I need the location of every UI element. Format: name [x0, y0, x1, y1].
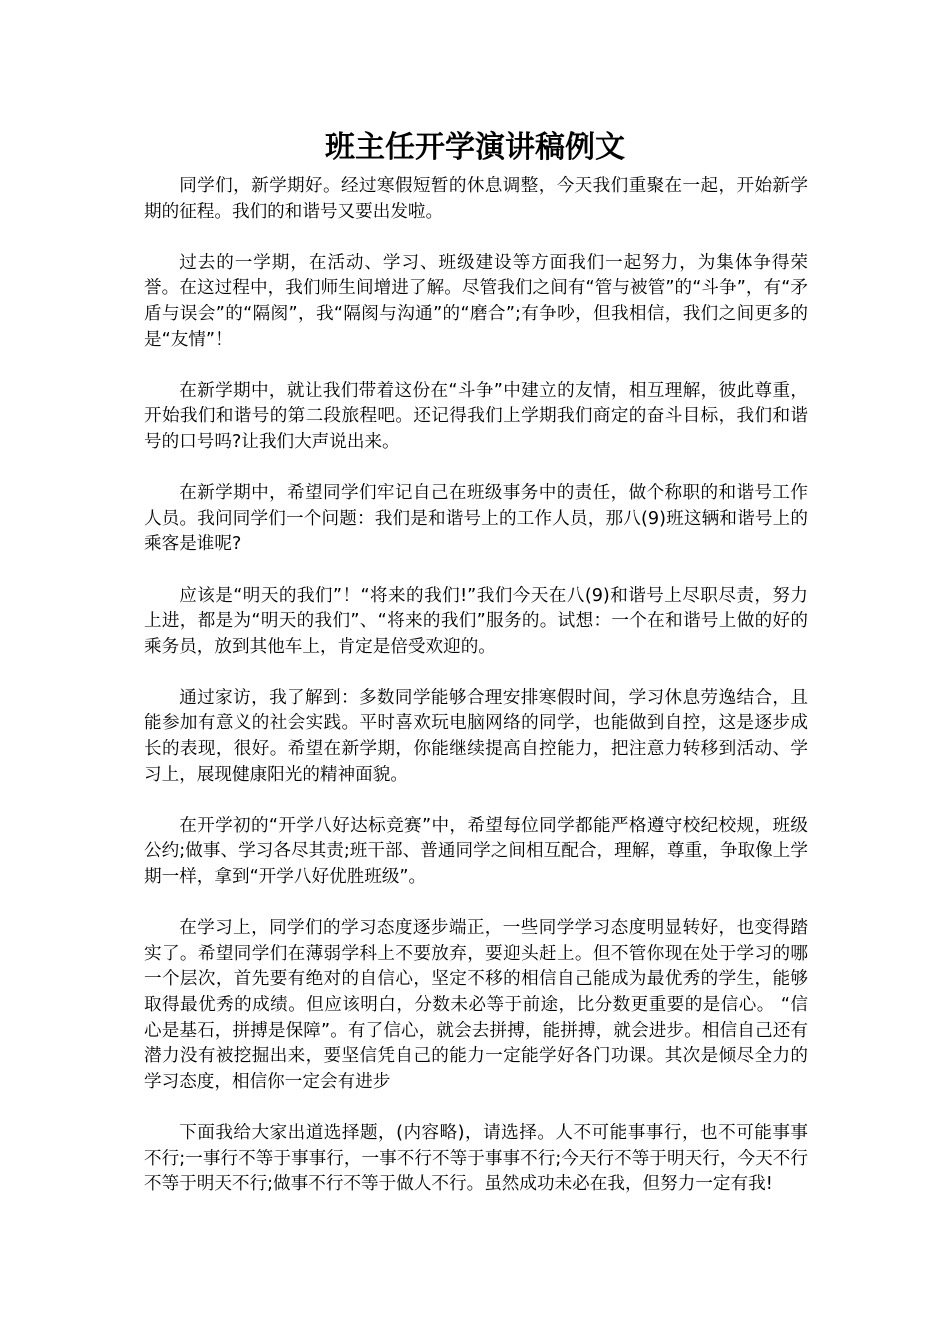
paragraph: 通过家访，我了解到：多数同学能够合理安排寒假时间，学习休息劳逸结合，且能参加有意义的社会实践。平时喜欢玩电脑网络的同学，也能做到自控，这是逐步成长的表现，很好。希望在新学期，你能继续提高自控能力，把注意力转移到活动、学习上，展现健康阳光的精神面貌。 [144, 687, 808, 785]
document-title: 班主任开学演讲稿例文 [325, 130, 625, 165]
paragraph: 在新学期中，就让我们带着这份在“斗争”中建立的友情，相互理解，彼此尊重，开始我们和谐号的第二段旅程吧。还记得我们上学期我们商定的奋斗目标，我们和谐号的口号吗?让我们大声说出来。 [144, 380, 808, 452]
paragraph: 在开学初的“开学八好达标竞赛”中，希望每位同学都能严格遵守校纪校规，班级公约;做事、学习各尽其责;班干部、普通同学之间相互配合，理解，尊重，争取像上学期一样，拿到“开学八好优胜班级”。 [144, 815, 808, 888]
document-body [144, 174, 808, 1223]
paragraph: 同学们，新学期好。经过寒假短暂的休息调整，今天我们重聚在一起，开始新学期的征程。我们的和谐号又要出发啦。 [144, 176, 808, 222]
paragraph: 应该是“明天的我们”！“将来的我们!”我们今天在八(9)和谐号上尽职尽责，努力上进，都是为“明天的我们”、“将来的我们”服务的。试想：一个在和谐号上做的好的乘务员，放到其他车上，肯定是倍受欢迎的。 [144, 585, 808, 657]
paragraph: 在学习上，同学们的学习态度逐步端正，一些同学学习态度明显转好，也变得踏实了。希望同学们在薄弱学科上不要放弃，要迎头赶上。但不管你现在处于学习的哪一个层次，首先要有绝对的自信心，坚定不移的相信自己能成为最优秀的学生，能够取得最优秀的成绩。但应该明白，分数未必等于前途，比分数更重要的是信心。 “信心是基石，拼搏是保障”。有了信心，就会去拼搏，能拼搏，就会进步。相信自己还有潜力没有被挖掘出来，要坚信凭自己的能力一定能学好各门功课。其次是倾尽全力的学习态度，相信你一定会有进步 [144, 918, 808, 1092]
paragraph: 过去的一学期，在活动、学习、班级建设等方面我们一起努力，为集体争得荣誉。在这过程中，我们师生间增进了解。尽管我们之间有“管与被管”的“斗争”，有“矛盾与误会”的“隔阂”，我“隔阂与沟通”的“磨合”;有争吵，但我相信，我们之间更多的是“友情”！ [144, 252, 808, 350]
paragraph: 在新学期中，希望同学们牢记自己在班级事务中的责任，做个称职的和谐号工作人员。我问同学们一个问题：我们是和谐号上的工作人员，那八(9)班这辆和谐号上的乘客是谁呢? [144, 483, 808, 555]
paragraph: 下面我给大家出道选择题，(内容略)，请选择。人不可能事事行，也不可能事事不行;一事行不等于事事行，一事不行不等于事事不行;今天行不等于明天行，今天不行不等于明天不行;做事不行不等于做人不行。虽然成功未必在我，但努力一定有我! [144, 1122, 808, 1195]
